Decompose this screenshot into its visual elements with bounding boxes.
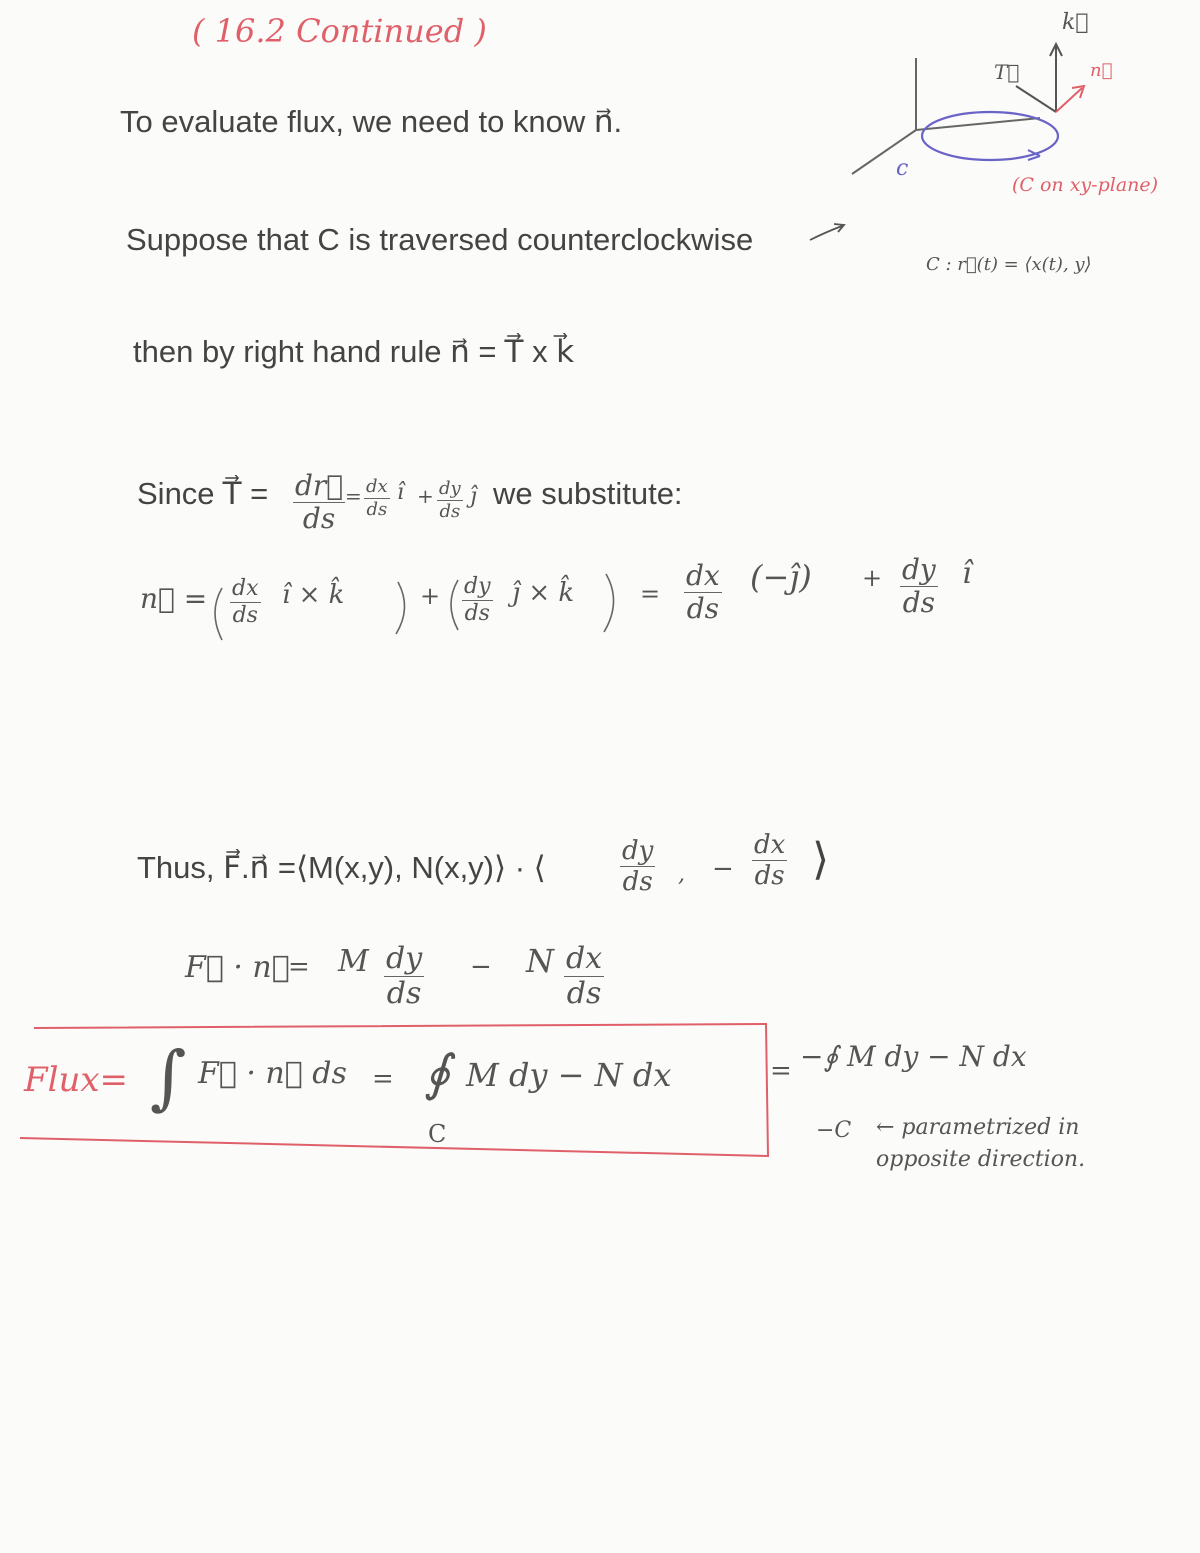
flux-note: ← parametrized in opposite direction.	[876, 1115, 1086, 1172]
frac-fn-dy-ds: $\frac{dy}{ds}$	[386, 941, 423, 1011]
flux-box	[20, 1024, 768, 1156]
diagram-c-label: c	[896, 156, 909, 181]
n-paren-1-close	[396, 582, 405, 634]
fn-lhs: F⃗ · n⃗	[185, 950, 290, 985]
flux-integral-sign: ∫	[150, 1036, 187, 1118]
frac-dx-ds-small: $\frac{dx}{ds}$	[366, 476, 388, 520]
flux-sub-c: C	[428, 1120, 447, 1148]
frac-n-dy-ds: $\frac{dy}{ds}$	[464, 574, 491, 626]
fn-minus: −	[470, 952, 492, 982]
flux-equals: =	[372, 1064, 394, 1094]
line-since-suffix: we substitute:	[493, 476, 683, 511]
n-paren-1-open	[215, 588, 222, 640]
diagram-plane-note: (C on xy-plane)	[1012, 174, 1159, 196]
flux-label: Flux=	[24, 1060, 129, 1100]
line-counterclockwise: Suppose that C is traversed counterclockwise	[126, 222, 754, 257]
n-term2: ĵ × k̂	[512, 578, 575, 608]
n-plus-2: +	[862, 564, 883, 592]
n-paren-j: (−ĵ)	[750, 558, 812, 596]
frac-dy-ds-small: $\frac{dy}{ds}$	[439, 478, 461, 522]
since-equals: =	[345, 484, 362, 508]
flux-contour-integral: ∮	[424, 1044, 451, 1102]
line-right-hand-rule: then by right hand rule n⃗ = T⃗ x k⃗	[133, 334, 575, 369]
line-since-prefix: Since T⃗ =	[137, 476, 269, 511]
counterclockwise-arrow	[810, 224, 844, 240]
line-evaluate-flux: To evaluate flux, we need to know n⃗.	[120, 104, 623, 139]
since-ihat: î	[397, 480, 405, 505]
thus-comma: ,	[678, 862, 685, 887]
page-title: ( 16.2 Continued )	[192, 12, 487, 50]
diagram-t-vector	[1016, 86, 1056, 112]
n-plus: +	[420, 582, 441, 610]
n-equals: =	[640, 580, 661, 608]
flux-alt-sub: −C	[816, 1118, 852, 1143]
frac-n-dx-ds: $\frac{dx}{ds}$	[232, 576, 259, 628]
thus-minus: −	[712, 854, 734, 884]
diagram-k-label: k⃗	[1062, 10, 1089, 35]
since-jhat: ĵ	[470, 484, 477, 509]
diagram-y-axis	[916, 118, 1040, 130]
n-eq-lhs: n⃗ =	[140, 582, 208, 615]
fn-M: M	[338, 944, 369, 979]
diagram-n-vector	[1056, 88, 1082, 112]
frac-fn-dx-ds: $\frac{dx}{ds}$	[566, 941, 603, 1011]
line-thus-prefix: Thus, F⃗.n⃗ =⟨M(x,y), N(x,y)⟩ · ⟨	[137, 850, 546, 885]
frac-thus-dx-ds: $\frac{dx}{ds}$	[754, 830, 786, 891]
frac-n-dy-ds-2: $\frac{dy}{ds}$	[902, 553, 936, 619]
flux-alt: −∮ M dy − N dx	[800, 1040, 1027, 1073]
diagram-t-label: T⃗	[994, 60, 1020, 84]
thus-close-bracket: ⟩	[812, 835, 830, 884]
since-plus: +	[417, 484, 434, 508]
frac-thus-dy-ds: $\frac{dy}{ds}$	[622, 836, 654, 897]
frac-dr-ds: $\frac{dr⃗}{ds}$	[295, 469, 344, 535]
fn-equals: =	[288, 952, 310, 982]
n-paren-2-open	[451, 580, 458, 630]
fn-N: N	[526, 942, 554, 980]
n-paren-2-close	[604, 574, 614, 632]
n-term1: î × k̂	[282, 580, 345, 610]
diagram-n-label: n⃗	[1090, 60, 1113, 81]
flux-alt-equals: =	[770, 1056, 792, 1086]
frac-n-dx-ds-2: $\frac{dx}{ds}$	[686, 559, 720, 625]
flux-rhs: M dy − N dx	[466, 1056, 672, 1094]
diagram-param: C : r⃗(t) = ⟨x(t), y⟩	[926, 254, 1092, 275]
n-ihat: î	[962, 556, 972, 591]
diagram-x-axis	[852, 130, 916, 174]
diagram-curve-c	[922, 112, 1058, 160]
flux-integrand: F⃗ · n⃗ ds	[198, 1056, 347, 1091]
